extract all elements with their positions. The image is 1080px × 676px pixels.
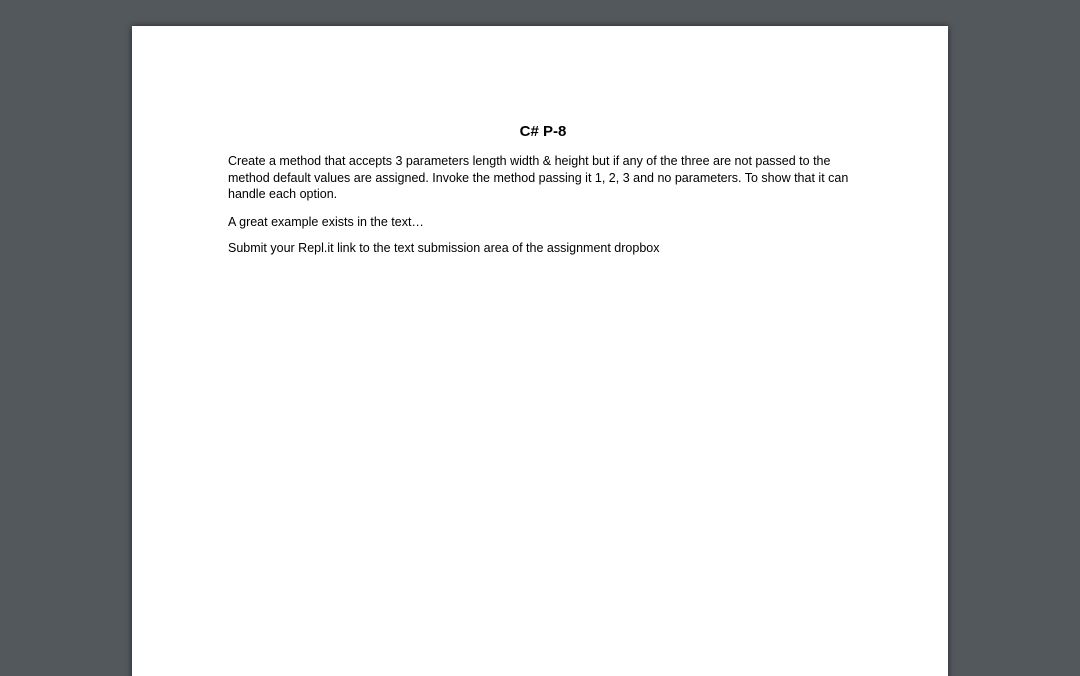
document-title: C# P-8 — [519, 123, 567, 140]
document-page — [132, 26, 948, 676]
submission-paragraph: Submit your Repl.it link to the text submission area of the assignment dropbox — [228, 241, 660, 255]
instructions-paragraph: Create a method that accepts 3 parameters length width & height but if any of the three are not passed to the method default values are assigned. Invoke the method passing it 1, 2, 3 and no parameters. To show that it can handle each option. — [228, 154, 849, 201]
example-note-paragraph: A great example exists in the text… — [228, 214, 424, 229]
page-content — [228, 122, 858, 257]
